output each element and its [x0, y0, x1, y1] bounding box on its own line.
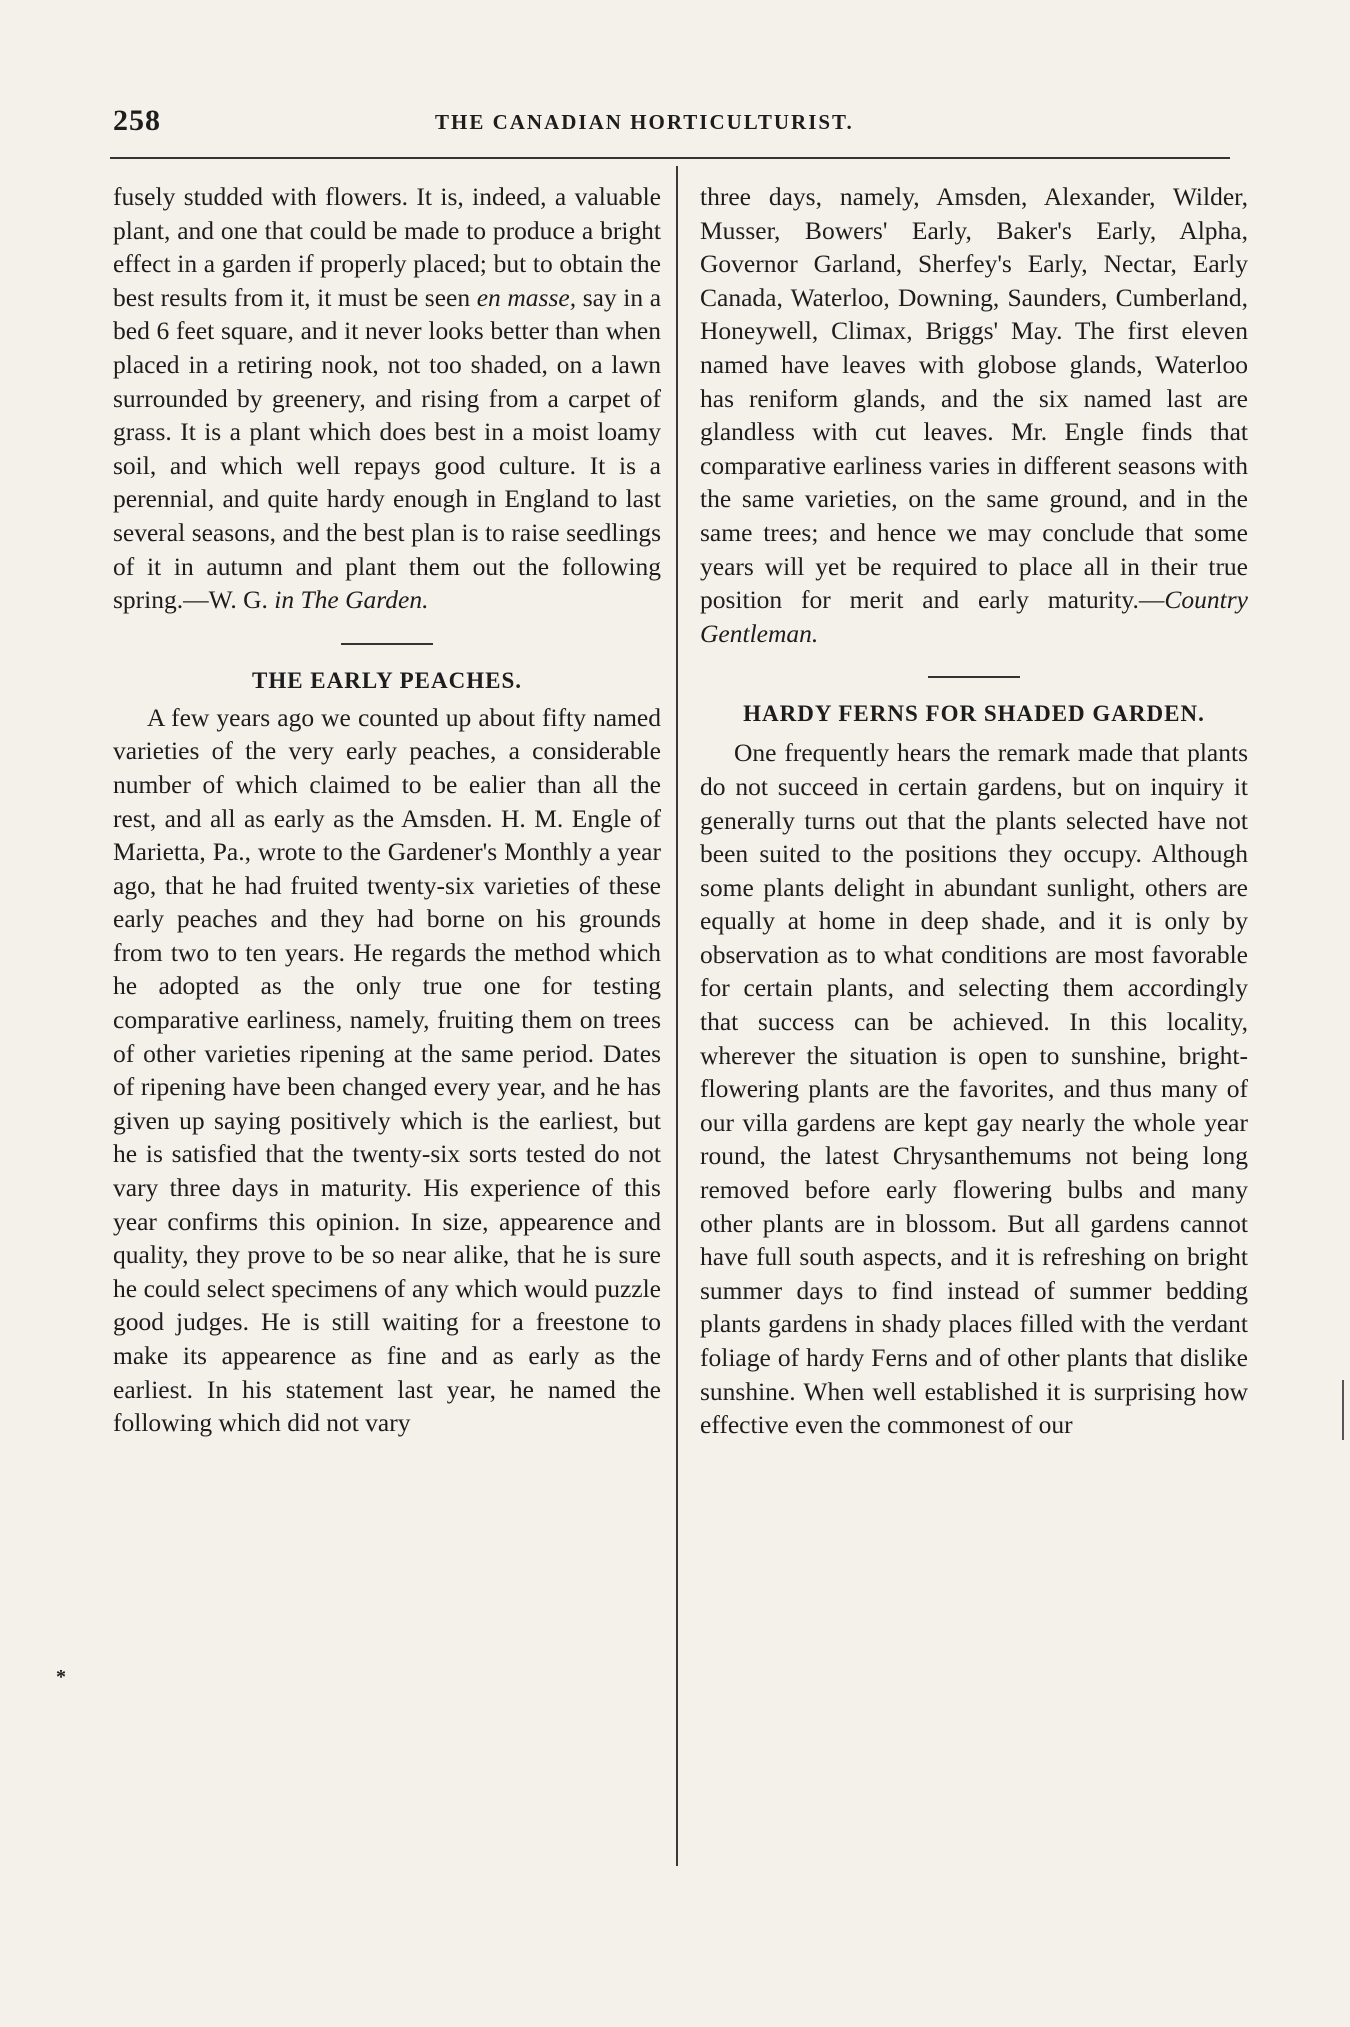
page-header [105, 104, 1235, 144]
right-continuation-text: three days, namely, Amsden, Alexander, Wilder, Musser, Bowers' Early, Baker's Early, Alpha, Governor Garland, Sherfey's Early, Nectar, Early Canada, Waterloo, Downing, Saunders, Cumberland, Honeywell, Climax, Briggs' May. The first eleven named have leaves with globose glands, Waterloo has reniform glands, and the six named last are glandless with cut leaves. Mr. Engle finds that comparative earliness varies in different seasons with the same varieties, on the same ground, and in the same trees; and hence we may conclude that some years will yet be required to place all in their true position for merit and early maturity.— [700, 182, 1248, 615]
left-continuation-text-1: fusely studded with flowers. It is, indeed, a valuable plant, and one that could be made to produce a bright effect in a garden if properly placed; but to obtain the best results from it, it must be seen [113, 182, 661, 312]
early-peaches-body: A few years ago we counted up about fifty named varieties of the very early peaches, a considerable number of which claimed to be ealier than all the rest, and all as early as the Amsden. H. M. Engle of Marietta, Pa., wrote to the Gardener's Monthly a year ago, that he had fruited twenty-six varieties of these early peaches and they had borne on his grounds from two to ten years. He regards the method which he adopted as the only true one for testing comparative earliness, namely, fruiting them on trees of other varieties ripening at the same period. Dates of ripening have been changed every year, and he has given up saying positively which is the earliest, but he is satisfied that the twenty-six sorts tested do not vary three days in maturity. His experience of this year confirms this opinion. In size, appearence and quality, they prove to be so near alike, that he is sure he could select specimens of any which would puzzle good judges. He is still waiting for a freestone to make its appearence as fine and as early as the earliest. In his statement last year, he named the following which did not vary [113, 702, 661, 1438]
section-divider [341, 643, 433, 645]
left-continuation-source-in: in [274, 585, 295, 615]
section-heading-early-peaches: THE EARLY PEACHES. [251, 667, 522, 693]
header-rule [110, 157, 1230, 159]
column-rule [676, 166, 678, 1866]
margin-mark: * [56, 1666, 66, 1688]
margin-tick [1342, 1380, 1344, 1440]
right-continuation-source: Country Gentleman. [700, 585, 1248, 648]
left-continuation-emphasis: en masse, [476, 282, 577, 312]
section-heading-hardy-ferns: HARDY FERNS FOR SHADED GARDEN. [743, 701, 1205, 727]
left-column [113, 180, 661, 1440]
left-continuation-paragraph [113, 180, 661, 617]
left-continuation-source: The Garden. [300, 585, 429, 615]
page-number: 258 [113, 104, 161, 137]
right-column [700, 180, 1248, 1442]
hardy-ferns-body: One frequently hears the remark made that plants do not succeed in certain gardens, but on inquiry it generally turns out that the plants selected have not been suited to the positions they occupy. Although some plants delight in abundant sunlight, others are equally at home in deep shade, and it is only by observation as to what conditions are most favorable for certain plants, and selecting them accordingly that success can be achieved. In this locality, wherever the situation is open to sunshine, bright-flowering plants are the favorites, and thus many of our villa gardens are kept gay nearly the whole year round, the latest Chrysanthemums not being long removed before early flowering bulbs and many other plants are in blossom. But all gardens cannot have full south aspects, and it is refreshing on bright summer days to find instead of summer bedding plants gardens in shady places filled with the verdant foliage of hardy Ferns and of other plants that dislike sunshine. When well established it is surprising how effective even the commonest of our [700, 738, 1248, 1440]
running-title: THE CANADIAN HORTICULTURIST. [435, 110, 854, 134]
right-continuation-paragraph [700, 180, 1248, 650]
section-divider [928, 676, 1020, 678]
left-continuation-text-2: say in a bed 6 feet square, and it never looks better than when placed in a retiring nook, not too shaded, on a lawn surrounded by greenery, and rising from a carpet of grass. It is a plant which does best in a moist loamy soil, and which well repays good culture. It is a perennial, and quite hardy enough in England to last several seasons, and the best plan is to raise seedlings of it in autumn and plant them out the following spring.—W. G. [113, 282, 662, 615]
